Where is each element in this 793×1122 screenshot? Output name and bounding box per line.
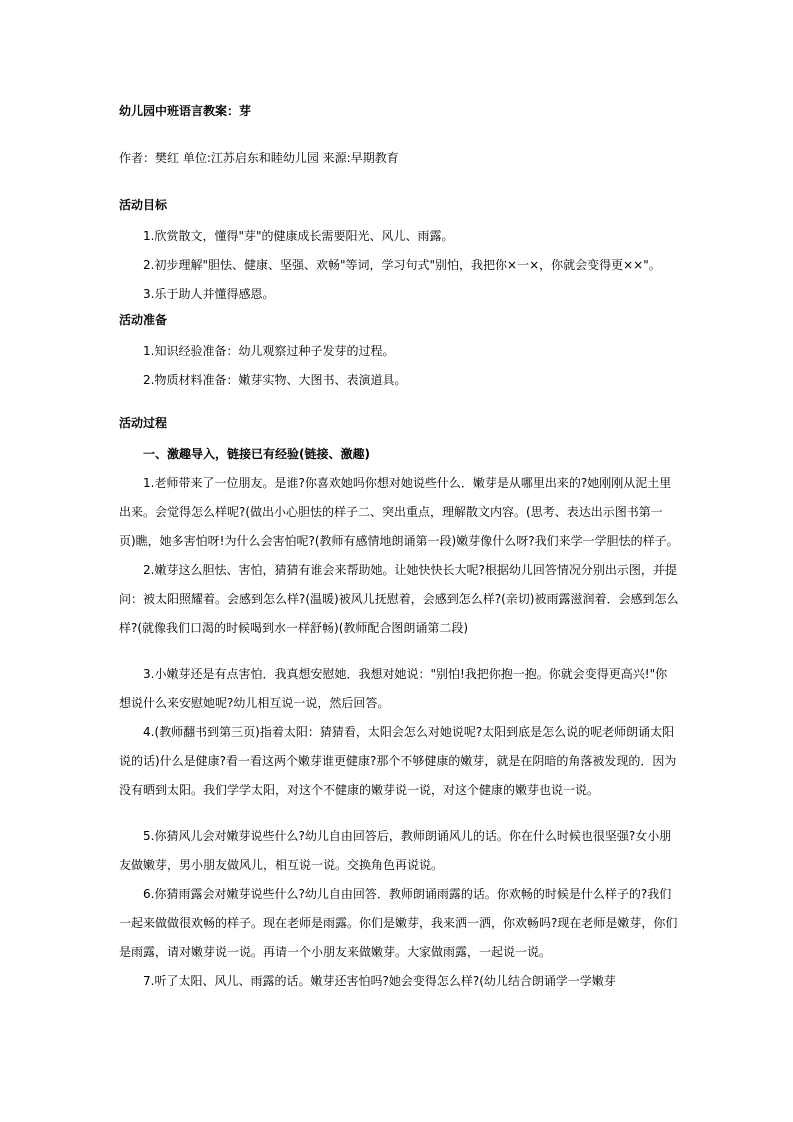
prep-item: 2.物质材料准备：嫩芽实物、大图书、表演道具。 xyxy=(143,373,407,387)
prep-item: 1.知识经验准备：幼儿观察过种子发芽的过程。 xyxy=(143,344,395,358)
paragraph: 6.你猜雨露会对嫩芽说些什么?幼儿自由回答．教师朗诵雨露的话。你欢畅的时候是什么样子的?我们一起来做做很欢畅的样子。现在老师是雨露。你们是嫩芽，我来洒一洒，你欢畅吗?现在老师是嫩芽，你们是雨露，请对嫩芽说一说。再请一个小朋友来做嫩芽。大家做雨露，一起说一说。 xyxy=(119,887,678,959)
author-line: 作者：樊红 单位:江苏启东和睦幼儿园 来源:早期教育 xyxy=(119,151,399,165)
document-title: 幼儿园中班语言教案：芽 xyxy=(119,104,252,118)
goal-item: 3.乐于助人并懂得感恩。 xyxy=(143,287,275,301)
paragraph: 2.嫩芽这么胆怯、害怕，猜猜有谁会来帮助她。让她快快长大呢?根据幼儿回答情况分别出示图，并提问：被太阳照耀着。会感到怎么样?(温暖)被风儿抚慰着，会感到怎么样?(亲切)被雨露滋润着．会感到怎么样?(就像我们口渴的时候喝到水一样舒畅)(教师配合图朗诵第二段) xyxy=(119,563,679,635)
paragraph: 7.听了太阳、风儿、雨露的话。嫩芽还害怕吗?她会变得怎么样?(幼儿结合朗诵学一学嫩芽 xyxy=(143,974,616,988)
section-heading: 一、激趣导入，链接已有经验(链接、激趣) xyxy=(143,447,370,461)
paragraph: 5.你猜风儿会对嫩芽说些什么?幼儿自由回答后，教师朗诵风儿的话。你在什么时候也很坚强?女小朋友做嫩芽，男小朋友做风儿，相互说一说。交换角色再说说。 xyxy=(119,829,672,872)
paragraph: 3.小嫩芽还是有点害怕．我真想安慰她．我想对她说："别怕!我把你抱一抱。你就会变得更高兴!"你想说什么来安慰她呢?幼儿相互说一说，然后回答。 xyxy=(119,667,668,710)
goal-item: 2.初步理解"胆怯、健康、坚强、欢畅"等词，学习句式"别怕，我把你×一×，你就会变得更××"。 xyxy=(143,258,661,272)
document-body xyxy=(119,100,679,996)
paragraph: 1.老师带来了一位朋友。是谁?你喜欢她吗你想对她说些什么．嫩芽是从哪里出来的?她刚刚从泥土里出来。会觉得怎么样呢?(做出小心胆怯的样子二、突出重点，理解散文内容。(思考、表达出示图书第一页)瞧，她多害怕呀!为什么会害怕呢?(教师有感情地朗诵第一段)嫩芽像什么呀?我们来学一学胆怯的样子。 xyxy=(119,476,679,548)
process-heading: 活动过程 xyxy=(119,416,168,430)
prep-heading: 活动准备 xyxy=(119,313,168,327)
goals-heading: 活动目标 xyxy=(119,198,168,212)
goal-item: 1.欣赏散文，懂得"芽"的健康成长需要阳光、风儿、雨露。 xyxy=(143,229,454,243)
paragraph: 4.(教师翻书到第三页)指着太阳：猜猜看，太阳会怎么对她说呢?太阳到底是怎么说的呢老师朗诵太阳说的话)什么是健康?看一看这两个嫩芽谁更健康?那个不够健康的嫩芽，就是在阴暗的角落被发现的．因为没有晒到太阳。我们学学太阳，对这个不健康的嫩芽说一说，对这个健康的嫩芽也说一说。 xyxy=(119,725,677,797)
